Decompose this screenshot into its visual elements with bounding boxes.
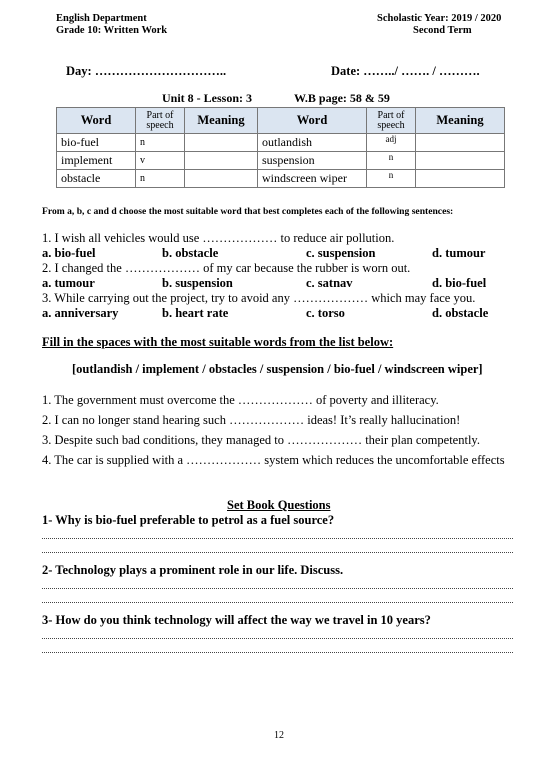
meaning-cell[interactable] <box>416 134 505 152</box>
word-cell: bio-fuel <box>57 134 136 152</box>
meaning-cell[interactable] <box>185 134 258 152</box>
mcq-option[interactable]: a. tumour <box>42 276 95 290</box>
col-header-pos: Part of speech <box>136 108 185 134</box>
fill-instruction: Fill in the spaces with the most suitable words from the list below: <box>42 335 394 349</box>
answer-line[interactable] <box>42 588 513 589</box>
meaning-cell[interactable] <box>185 170 258 188</box>
unit-lesson: Unit 8 - Lesson: 3 <box>162 91 253 105</box>
mcq-option[interactable]: c. satnav <box>306 276 353 290</box>
table-header-row <box>57 108 505 134</box>
set-book-title: Set Book Questions <box>227 498 331 512</box>
mcq-option[interactable]: c. torso <box>306 306 345 320</box>
mcq-option[interactable]: d. obstacle <box>432 306 489 320</box>
mcq-option[interactable]: c. suspension <box>306 246 376 260</box>
mcq-instruction: From a, b, c and d choose the most suitable word that best completes each of the following sentences: <box>42 206 454 217</box>
answer-line[interactable] <box>42 638 513 639</box>
fill-sentence-1: 1. The government must overcome the ……………… of poverty and illiteracy. <box>42 393 439 407</box>
date-field: Date: ……../ ……. / ………. <box>331 64 480 78</box>
page-number: 12 <box>274 730 284 741</box>
mcq-question-3: 3. While carrying out the project, try to avoid any ……………… which may face you. <box>42 291 476 305</box>
mcq-option[interactable]: d. bio-fuel <box>432 276 487 290</box>
col-header-meaning: Meaning <box>185 108 258 134</box>
set-book-question-1: 1- Why is bio-fuel preferable to petrol as a fuel source? <box>42 513 335 527</box>
mcq-option[interactable]: b. heart rate <box>162 306 229 320</box>
meaning-cell[interactable] <box>416 170 505 188</box>
scholastic-year: Scholastic Year: 2019 / 2020 <box>377 13 502 24</box>
department-label: English Department <box>56 13 147 24</box>
pos-cell: n <box>136 134 185 152</box>
word-list: [outlandish / implement / obstacles / suspension / bio-fuel / windscreen wiper] <box>72 362 483 376</box>
word-cell: implement <box>57 152 136 170</box>
col-header-pos-2: Part of speech <box>367 108 416 134</box>
pos-cell: n <box>136 170 185 188</box>
meaning-cell[interactable] <box>416 152 505 170</box>
answer-line[interactable] <box>42 602 513 603</box>
set-book-question-2: 2- Technology plays a prominent role in our life. Discuss. <box>42 563 344 577</box>
mcq-question-2: 2. I changed the ……………… of my car because the rubber is worn out. <box>42 261 411 275</box>
answer-line[interactable] <box>42 552 513 553</box>
answer-line[interactable] <box>42 652 513 653</box>
mcq-option[interactable]: a. anniversary <box>42 306 119 320</box>
meaning-cell[interactable] <box>185 152 258 170</box>
fill-sentence-2: 2. I can no longer stand hearing such ……………… ideas! It’s really hallucination! <box>42 413 461 427</box>
mcq-question-1: 1. I wish all vehicles would use ……………… to reduce air pollution. <box>42 231 395 245</box>
word-cell: obstacle <box>57 170 136 188</box>
term-label: Second Term <box>413 25 472 36</box>
table-row <box>57 170 505 188</box>
mcq-option[interactable]: d. tumour <box>432 246 486 260</box>
grade-label: Grade 10: Written Work <box>56 25 168 36</box>
pos-cell: adj <box>367 134 416 152</box>
vocabulary-table <box>56 107 505 188</box>
table-row <box>57 134 505 152</box>
set-book-question-3: 3- How do you think technology will affect the way we travel in 10 years? <box>42 613 431 627</box>
answer-line[interactable] <box>42 538 513 539</box>
pos-cell: n <box>367 152 416 170</box>
pos-cell: n <box>367 170 416 188</box>
col-header-meaning-2: Meaning <box>416 108 505 134</box>
table-row <box>57 152 505 170</box>
mcq-option[interactable]: b. suspension <box>162 276 233 290</box>
word-cell: outlandish <box>258 134 367 152</box>
word-cell: suspension <box>258 152 367 170</box>
word-cell: windscreen wiper <box>258 170 367 188</box>
mcq-option[interactable]: b. obstacle <box>162 246 219 260</box>
col-header-word-2: Word <box>258 108 367 134</box>
col-header-word: Word <box>57 108 136 134</box>
wb-page: W.B page: 58 & 59 <box>294 91 390 105</box>
pos-cell: v <box>136 152 185 170</box>
mcq-option[interactable]: a. bio-fuel <box>42 246 96 260</box>
day-field: Day: ………………………….. <box>66 64 227 78</box>
fill-sentence-4: 4. The car is supplied with a ……………… system which reduces the uncomfortable effects <box>42 453 505 467</box>
fill-sentence-3: 3. Despite such bad conditions, they managed to ……………… their plan competently. <box>42 433 480 447</box>
